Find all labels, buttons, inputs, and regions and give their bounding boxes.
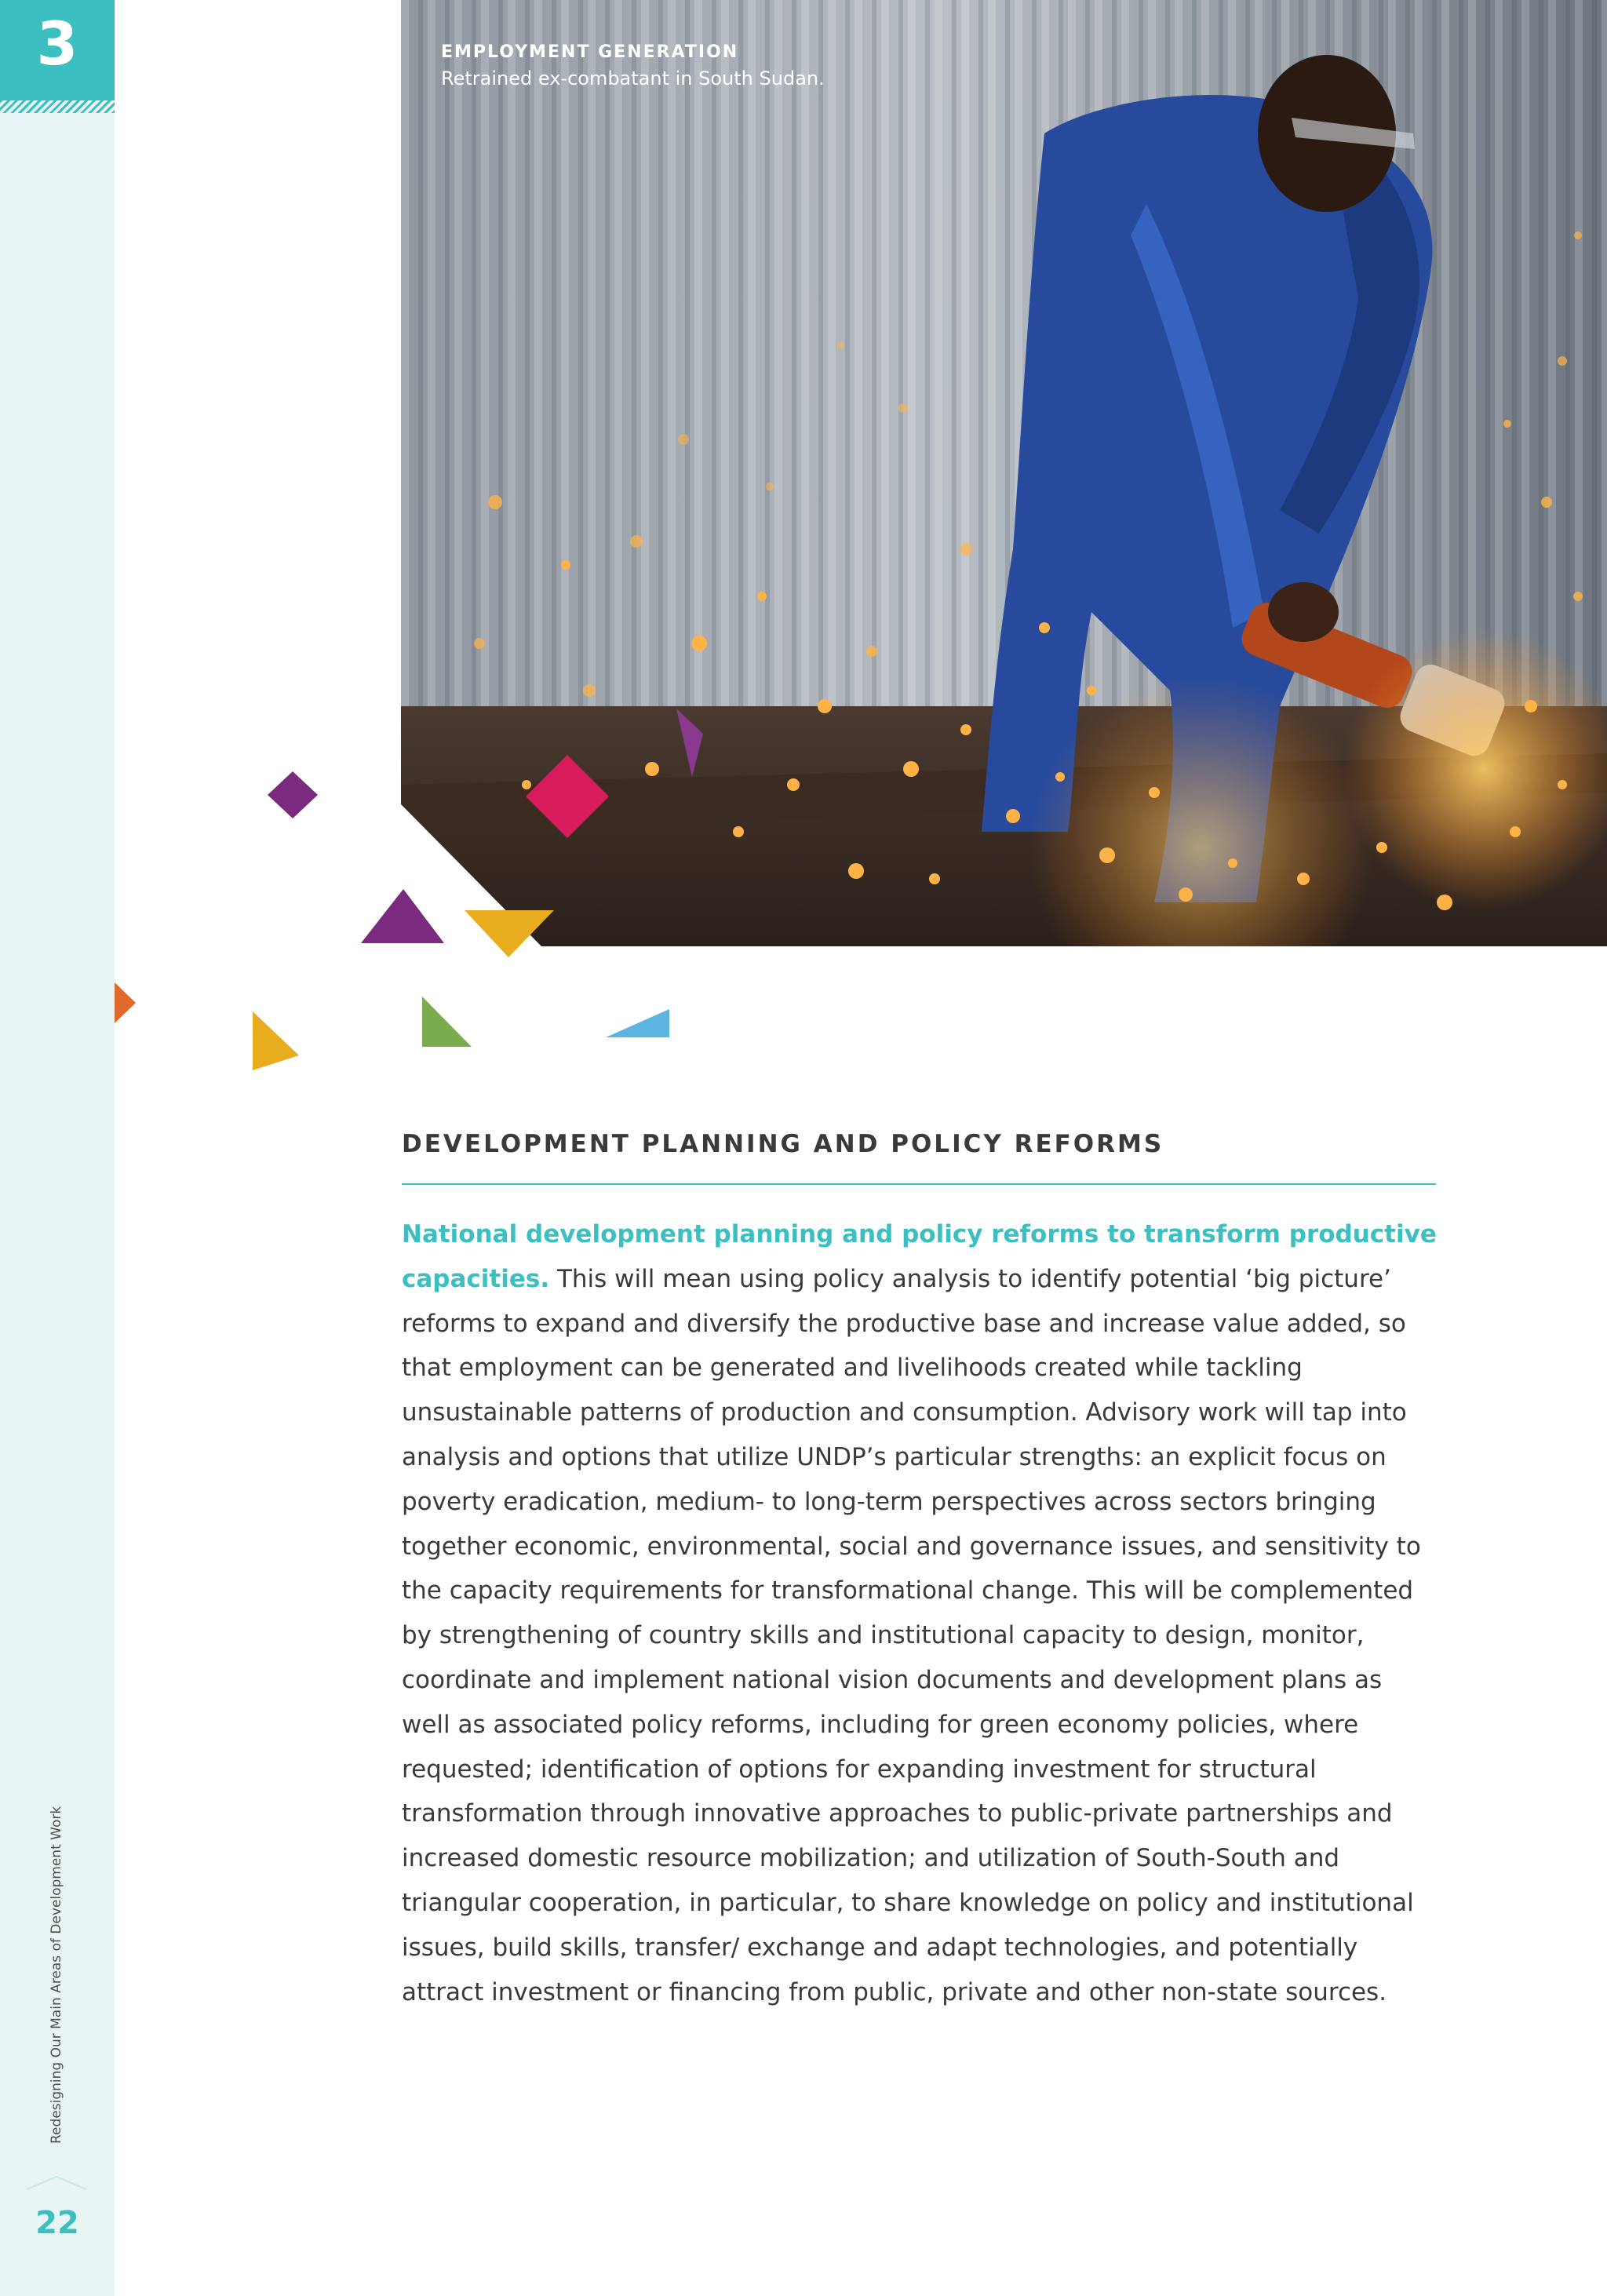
section-divider [402,1183,1436,1185]
photo-caption-title: EMPLOYMENT GENERATION [441,42,739,62]
lead-sentence: National development planning and policy reforms to transform productive capacities. [402,1220,1437,1293]
photo-welder [401,0,1607,946]
caret-up-icon [25,2175,88,2191]
page-number: 22 [35,2205,79,2241]
photo-caption-text: Retrained ex-combatant in South Sudan. [441,67,825,89]
chapter-hatch-stripe [0,100,115,113]
section-title: DEVELOPMENT PLANNING AND POLICY REFORMS [402,1130,1164,1158]
sidebar [0,0,115,2296]
gold-small-triangle-shape [253,1011,299,1070]
sky-triangle-shape [606,1009,669,1037]
green-triangle-shape [422,997,472,1047]
body-text: This will mean using policy analysis to identify potential ‘big picture’ reforms to expand and diversify the productive base and increase value added, so that employment can be generated and livelihoods created while tackling unsustainable patterns of production and consumption. Advisory work will tap into analysis and options that utilize UNDP’s particular strengths: an explicit focus on poverty eradication, medium- to long-term perspectives across sectors bringing together economic, environmental, social and governance issues, and sensitivity to the capacity requirements for transformational change. This will be complemented by strengthening of country skills and institutional capacity to design, monitor, coordinate and implement national vision documents and development plans as well as associated policy reforms, including for green economy policies, where requested; identification of options for expanding investment for structural transformation through innovative approaches to public-private partnerships and increased domestic resource mobilization; and utilization of South-South and triangular cooperation, in particular, to share knowledge on policy and institutional issues, build skills, transfer/ exchange and adapt technologies, and potentially attract investment or financing from public, private and other non-state sources. [402,1264,1421,2006]
chapter-tab [0,0,115,113]
orange-triangle-shape [115,982,136,1023]
chapter-number: 3 [36,9,78,78]
body-paragraph [402,1212,1438,2014]
purple-diamond-shape [268,771,318,818]
running-head: Redesigning Our Main Areas of Development Work [49,1806,64,2144]
